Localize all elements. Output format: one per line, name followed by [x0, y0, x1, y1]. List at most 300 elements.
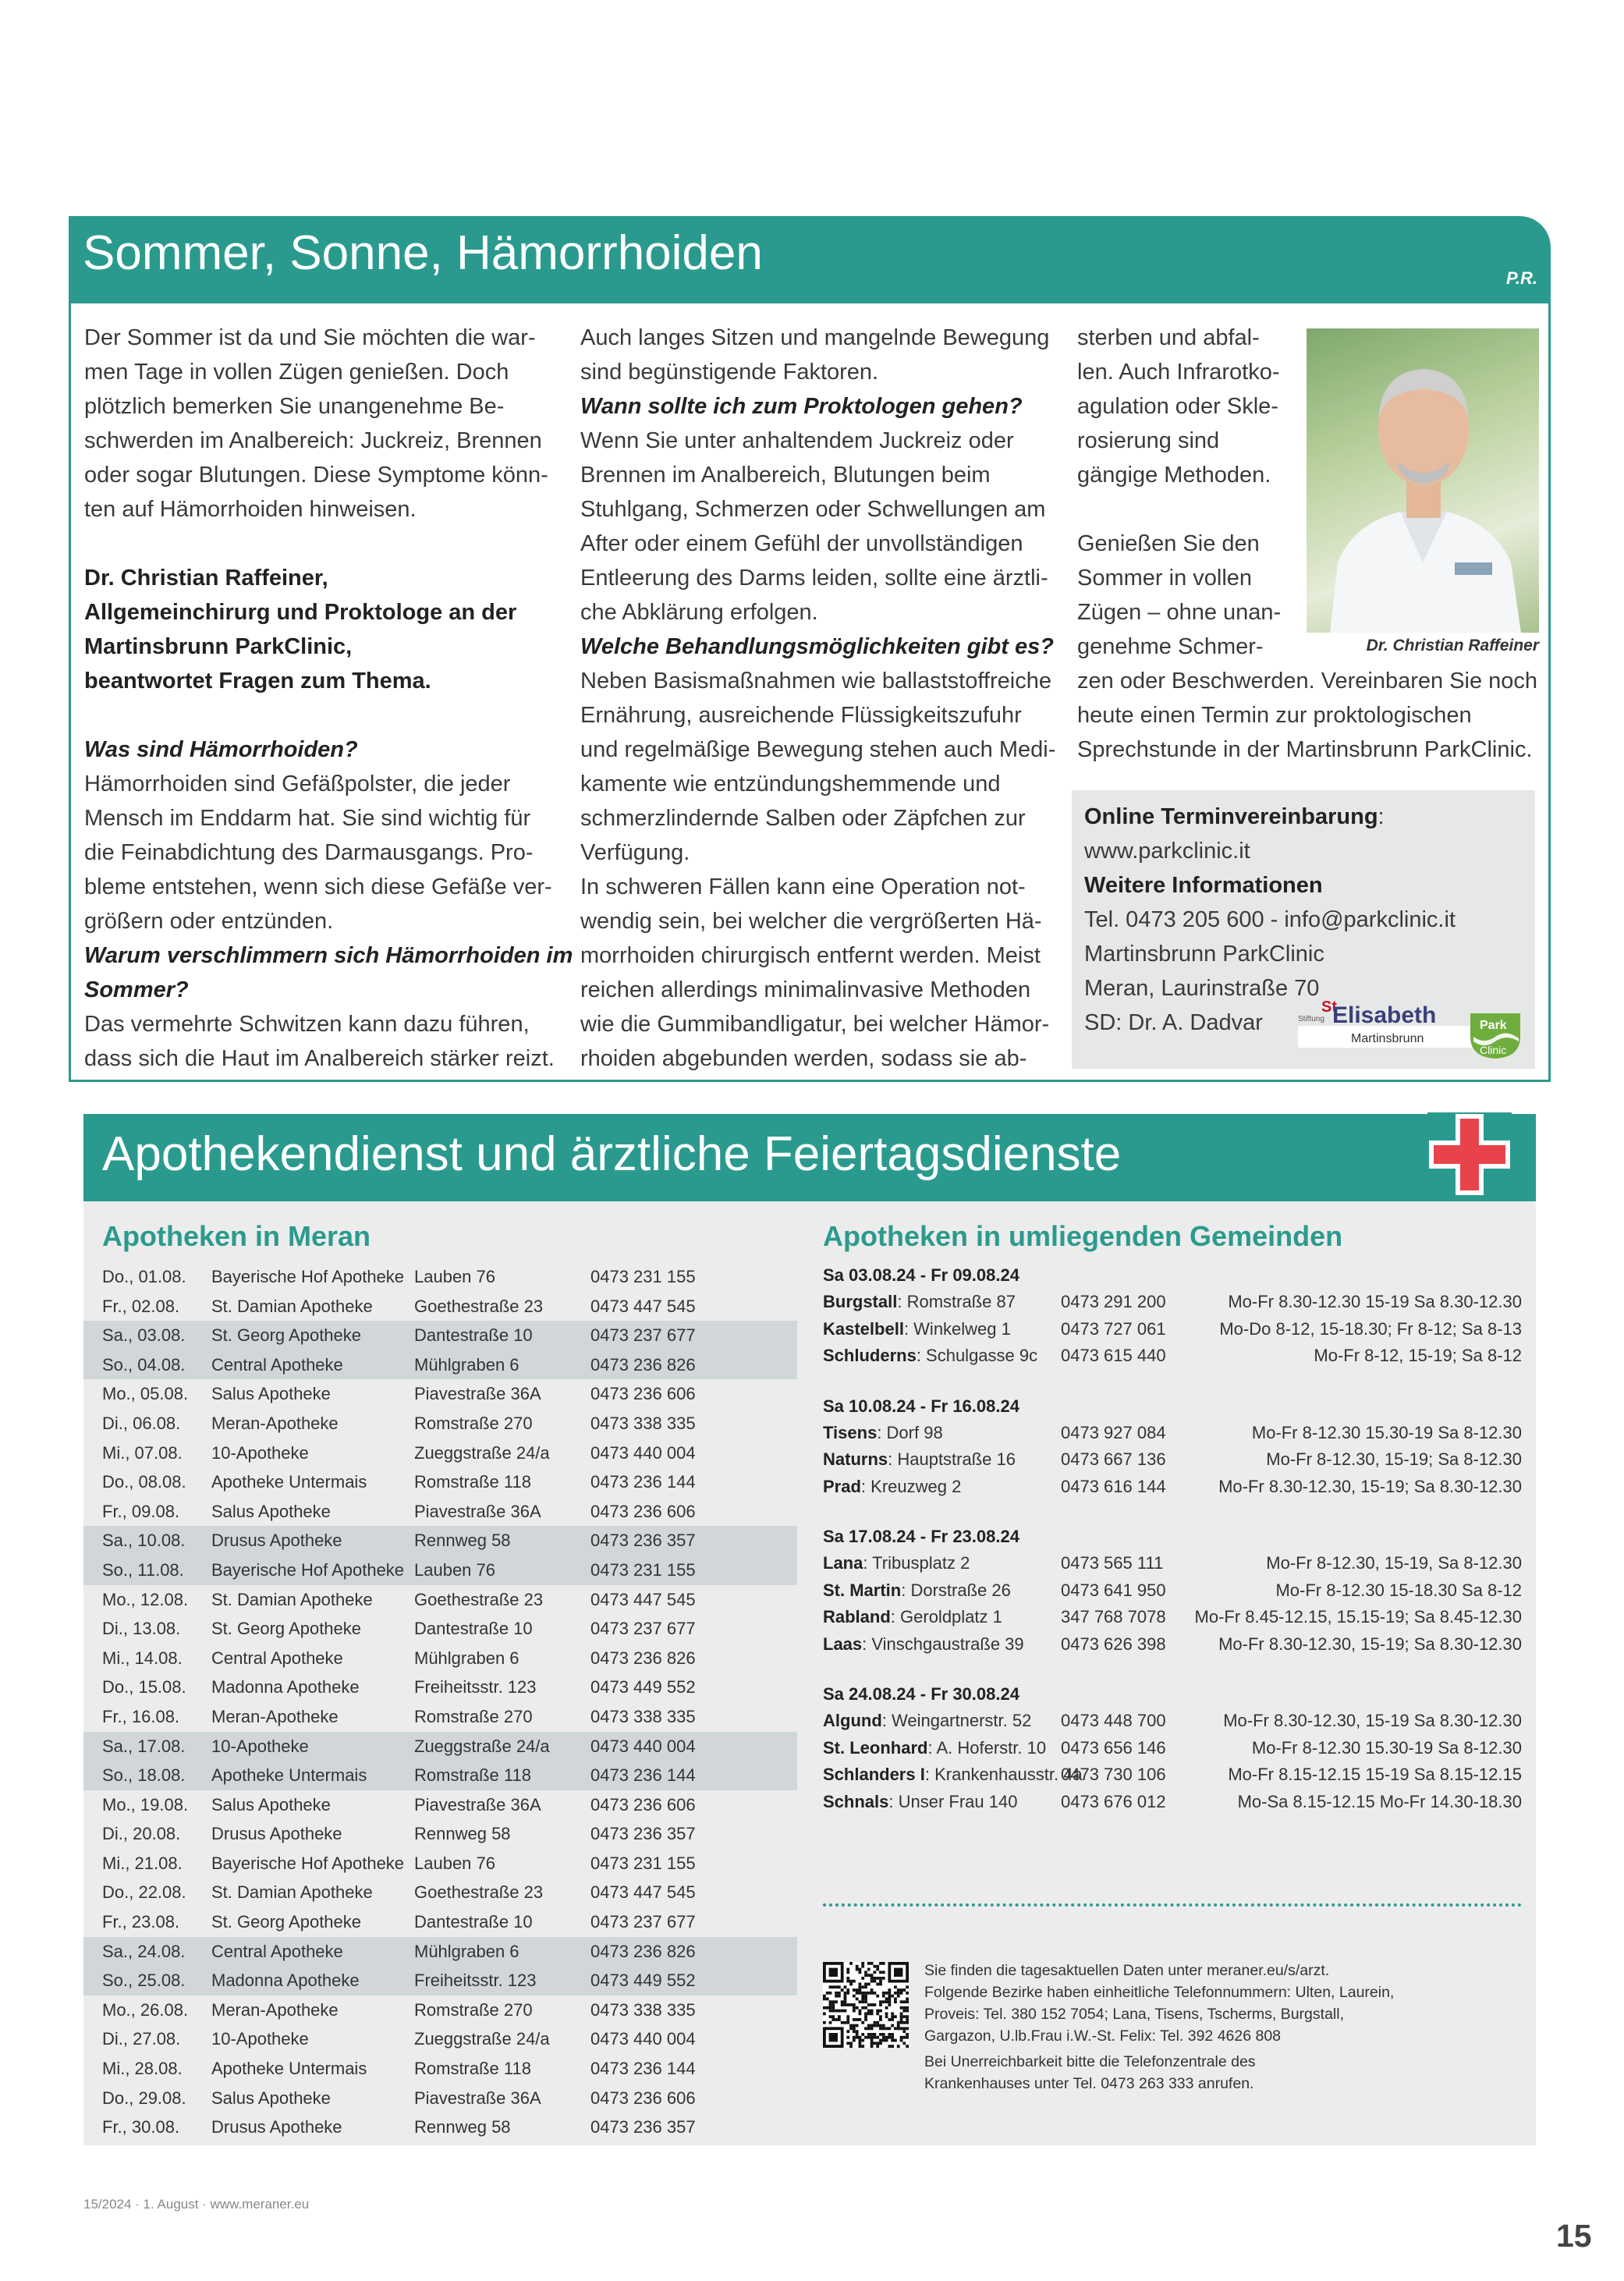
opening-hours: Mo-Fr 8-12.30, 15-19; Sa 8-12.30: [1266, 1449, 1522, 1469]
town-address: St. Martin: Dorstraße 26: [823, 1580, 1011, 1600]
dotted-divider: [823, 1903, 1522, 1907]
town-address: Burgstall: Romstraße 87: [823, 1292, 1016, 1311]
svg-text:Stiftung: Stiftung: [1298, 1015, 1324, 1023]
pharmacy-cell: Drusus Apotheke: [211, 1824, 342, 1844]
text-line: zen oder Beschwerden. Vereinbaren Sie noch: [1077, 669, 1538, 694]
online-booking-label: Online Terminvereinbarung: [1084, 804, 1378, 829]
pharmacy-cell: St. Damian Apotheke: [211, 1296, 373, 1316]
address-cell: Dantestraße 10: [414, 1325, 533, 1346]
address-cell: Piavestraße 36A: [414, 2088, 541, 2108]
pharmacy-cell: Apotheke Untermais: [211, 1765, 367, 1786]
date-cell: Mi., 28.08.: [102, 2059, 183, 2079]
pharmacy-cell: Meran-Apotheke: [211, 1999, 339, 2020]
text-line: schmerzlindernde Salben oder Zäpfchen zur: [580, 806, 1026, 831]
pharmacy-cell: Apotheke Untermais: [211, 2059, 367, 2079]
text-line: Dr. Christian Raffeiner,: [84, 566, 328, 591]
list-item: [823, 1604, 1522, 1631]
parkclinic-logo: [1466, 1010, 1523, 1060]
text-line: Hämorrhoiden sind Gefäßpolster, die jeder: [84, 772, 511, 796]
opening-hours: Mo-Fr 8.30-12.30, 15-19 Sa 8.30-12.30: [1223, 1711, 1522, 1730]
phone-cell: 0473 236 144: [590, 1472, 696, 1492]
text-line: che Abklärung erfolgen.: [580, 600, 818, 625]
town-address: Prad: Kreuzweg 2: [823, 1476, 962, 1496]
svg-text:Clinic: Clinic: [1480, 1044, 1507, 1056]
text-line: schwerden im Analbereich: Juckreiz, Brennen: [84, 428, 542, 453]
address-cell: Zueggstraße 24/a: [414, 2029, 550, 2049]
phone-cell: 0473 447 545: [590, 1296, 696, 1316]
text-line: größern oder entzünden.: [84, 909, 334, 934]
table-row: [83, 1556, 797, 1585]
text-line: [1077, 492, 1281, 527]
phone-cell: 0473 237 677: [590, 1912, 696, 1932]
opening-hours: Mo-Fr 8.15-12.15 15-19 Sa 8.15-12.15: [1228, 1765, 1522, 1784]
opening-hours: Mo-Fr 8-12.30 15.30-19 Sa 8-12.30: [1251, 1737, 1522, 1758]
table-row: [83, 1467, 797, 1497]
services-body: [83, 1201, 1536, 2145]
pharmacy-cell: Salus Apotheke: [211, 1501, 331, 1521]
address-cell: Rennweg 58: [414, 1531, 511, 1551]
opening-hours: Mo-Fr 8.30-12.30, 15-19; Sa 8.30-12.30: [1218, 1476, 1522, 1496]
phone-cell: 0473 236 357: [590, 1531, 696, 1551]
address-cell: Piavestraße 36A: [414, 1384, 541, 1404]
list-item: [823, 1316, 1522, 1343]
text-line: [84, 698, 573, 733]
town-phone: 0473 291 200: [1061, 1292, 1166, 1311]
address-cell: Romstraße 270: [414, 1706, 533, 1726]
contact-infobox: Online Terminvereinbarung: www.parkclinic.it Weitere Informationen Tel. 0473 205 600 - info@parkclinic.it Martinsbrunn ParkClinic Meran, Laurinstraße 70 SD: Dr. A. Dadvar St Stiftung Elisabeth Martinsbrunn Park Clinic: [1072, 790, 1535, 1069]
pharmacy-cell: Drusus Apotheke: [211, 2117, 342, 2137]
week-range: Sa 24.08.24 - Fr 30.08.24: [823, 1684, 1019, 1704]
pharmacy-cell: Drusus Apotheke: [211, 1531, 342, 1551]
date-cell: So., 11.08.: [102, 1559, 184, 1580]
article-column-3-continued: [1077, 664, 1537, 767]
date-cell: Fr., 02.08.: [102, 1296, 180, 1316]
text-line: Verfügung.: [580, 840, 690, 865]
town-phone: 0473 927 084: [1061, 1422, 1166, 1442]
table-row: [83, 1438, 797, 1468]
article-title: Sommer, Sonne, Hämorrhoiden: [83, 226, 763, 280]
opening-hours: Mo-Do 8-12, 15-18.30; Fr 8-12; Sa 8-13: [1219, 1318, 1522, 1339]
opening-hours: Mo-Fr 8.30-12.30 15-19 Sa 8.30-12.30: [1228, 1292, 1522, 1311]
text-line: Warum verschlimmern sich Hämorrhoiden im: [84, 943, 573, 968]
date-cell: Fr., 09.08.: [102, 1501, 180, 1521]
list-item: [823, 1420, 1522, 1447]
address-cell: Romstraße 270: [414, 1413, 533, 1433]
pharmacy-cell: St. Damian Apotheke: [211, 1589, 373, 1609]
date-cell: Do., 01.08.: [102, 1267, 186, 1286]
more-info-label: Weitere Informationen: [1084, 873, 1323, 898]
table-row: [83, 1644, 797, 1673]
text-line: beantwortet Fragen zum Thema.: [84, 669, 431, 694]
address-cell: Romstraße 270: [414, 1999, 533, 2020]
phone-cell: 0473 236 144: [590, 2059, 696, 2079]
opening-hours: Mo-Fr 8-12.30, 15-19, Sa 8-12.30: [1266, 1553, 1522, 1573]
list-item: [823, 1708, 1522, 1735]
phone-cell: 0473 231 155: [590, 1267, 696, 1286]
town-address: Naturns: Hauptstraße 16: [823, 1449, 1016, 1469]
pharmacy-cell: Salus Apotheke: [211, 1384, 331, 1404]
date-cell: Di., 20.08.: [102, 1824, 181, 1844]
table-row: [83, 1702, 797, 1732]
date-cell: Mo., 19.08.: [102, 1794, 189, 1815]
text-line: und regelmäßige Bewegung stehen auch Medi-: [580, 737, 1056, 762]
address-cell: Freiheitsstr. 123: [414, 1971, 537, 1991]
list-item: [823, 1761, 1522, 1789]
service-note: Sie finden die tagesaktuellen Daten unter meraner.eu/s/arzt. Folgende Bezirke haben einheitliche Telefonnummern: Ulten, Laurein, Proveis: Tel. 380 152 7054; Lana, Tisens, Tscherms, Burgstall, Gargazon, U.lb.Frau i.W.-St. Felix: Tel. 392 4626 808 Bei Unerreichbarkeit bitte die Telefonzentrale des Krankenhauses unter Tel. 0473 263 333 anrufen.: [924, 1962, 1395, 2092]
article-column-3: [1077, 321, 1281, 664]
list-item: [823, 1550, 1522, 1577]
table-row: [83, 1350, 797, 1380]
article-column-2: [580, 321, 1055, 1076]
town-pharmacy-groups: [823, 1262, 1522, 1839]
text-line: morrhoiden chirurgisch entfernt werden. Meist: [580, 943, 1041, 968]
date-cell: So., 18.08.: [102, 1765, 186, 1786]
town-phone: 0473 667 136: [1061, 1449, 1166, 1469]
text-line: kamente wie entzündungshemmende und: [580, 772, 1001, 796]
clinic-address: Meran, Laurinstraße 70: [1084, 976, 1320, 1001]
phone-cell: 0473 236 144: [590, 1765, 696, 1786]
town-address: Rabland: Geroldplatz 1: [823, 1607, 1002, 1626]
opening-hours: Mo-Fr 8-12.30 15-18.30 Sa 8-12: [1275, 1580, 1522, 1600]
list-item: [823, 1631, 1522, 1658]
text-line: dass sich die Haut im Analbereich stärker reizt.: [84, 1046, 555, 1071]
text-line: Sommer?: [84, 977, 189, 1002]
phone-cell: 0473 236 826: [590, 1354, 696, 1375]
date-cell: Sa., 24.08.: [102, 1941, 186, 1961]
phone-cell: 0473 236 606: [590, 1384, 696, 1404]
town-pharmacies-title: Apotheken in umliegenden Gemeinden: [823, 1220, 1343, 1252]
table-row: [83, 1585, 797, 1615]
address-cell: Mühlgraben 6: [414, 1354, 519, 1375]
town-address: Kastelbell: Winkelweg 1: [823, 1318, 1011, 1339]
text-line: After oder einem Gefühl der unvollständigen: [580, 531, 1023, 556]
town-address: Tisens: Dorf 98: [823, 1422, 943, 1442]
address-cell: Rennweg 58: [414, 1824, 511, 1844]
table-row: [83, 1849, 797, 1878]
date-cell: So., 04.08.: [102, 1354, 186, 1375]
phone-cell: 0473 236 826: [590, 1941, 696, 1961]
address-cell: Zueggstraße 24/a: [414, 1442, 550, 1463]
table-row: [83, 1790, 797, 1820]
address-cell: Mühlgraben 6: [414, 1941, 519, 1961]
text-line: Entleerung des Darms leiden, sollte eine ärztli-: [580, 566, 1048, 591]
list-item: [823, 1789, 1522, 1816]
text-line: sterben und abfal-: [1077, 325, 1260, 350]
address-cell: Goethestraße 23: [414, 1296, 544, 1316]
phone-cell: 0473 440 004: [590, 1442, 696, 1463]
phone-cell: 0473 449 552: [590, 1677, 696, 1697]
address-cell: Goethestraße 23: [414, 1882, 544, 1903]
medical-cross-icon: [1427, 1112, 1512, 1197]
pharmacy-cell: St. Damian Apotheke: [211, 1882, 373, 1903]
phone-cell: 0473 338 335: [590, 1413, 696, 1433]
article-header: [69, 216, 1551, 303]
phone-cell: 0473 236 606: [590, 1501, 696, 1521]
address-cell: Zueggstraße 24/a: [414, 1736, 550, 1756]
text-line: sind begünstigende Faktoren.: [580, 360, 879, 385]
opening-hours: Mo-Fr 8.30-12.30, 15-19; Sa 8.30-12.30: [1218, 1634, 1522, 1654]
text-line: wie die Gummibandligatur, bei welcher Hämor-: [580, 1012, 1050, 1037]
text-line: Allgemeinchirurg und Proktologe an der: [84, 600, 517, 625]
qr-code[interactable]: [823, 1962, 909, 2048]
phone-cell: 0473 440 004: [590, 2029, 696, 2049]
date-cell: Do., 15.08.: [102, 1677, 186, 1697]
services-title: Apothekendienst und ärztliche Feiertagsdienste: [102, 1127, 1122, 1181]
address-cell: Freiheitsstr. 123: [414, 1677, 537, 1697]
list-item: [823, 1446, 1522, 1474]
week-group: [823, 1393, 1522, 1501]
week-group: [823, 1524, 1522, 1658]
date-cell: Di., 06.08.: [102, 1413, 181, 1433]
table-row: [83, 1995, 797, 2025]
sanitary-director: SD: Dr. A. Dadvar: [1084, 1010, 1263, 1035]
town-phone: 0473 565 111: [1061, 1553, 1164, 1573]
text-line: Brennen im Analbereich, Blutungen beim: [580, 463, 991, 488]
list-item: [823, 1735, 1522, 1762]
town-address: Schlanders I: Krankenhausstr. 4a: [823, 1765, 1083, 1784]
text-line: Wenn Sie unter anhaltendem Juckreiz oder: [580, 428, 1014, 453]
town-address: Laas: Vinschgaustraße 39: [823, 1634, 1024, 1654]
svg-text:Martinsbrunn: Martinsbrunn: [1351, 1032, 1424, 1045]
meran-pharmacies-title: Apotheken in Meran: [102, 1220, 371, 1252]
text-line: Das vermehrte Schwitzen kann dazu führen,: [84, 1012, 530, 1037]
services-header: [83, 1114, 1536, 1201]
address-cell: Piavestraße 36A: [414, 1794, 541, 1815]
text-line: Neben Basismaßnahmen wie ballaststoffreiche: [580, 669, 1051, 694]
pharmacy-cell: St. Georg Apotheke: [211, 1912, 362, 1932]
pharmacy-cell: Salus Apotheke: [211, 2088, 331, 2108]
week-group: [823, 1681, 1522, 1815]
clinic-name: Martinsbrunn ParkClinic: [1084, 942, 1324, 967]
town-phone: 347 768 7078: [1061, 1607, 1166, 1626]
town-phone: 0473 727 061: [1061, 1318, 1166, 1339]
pharmacy-cell: Meran-Apotheke: [211, 1706, 339, 1726]
text-line: Auch langes Sitzen und mangelnde Bewegung: [580, 325, 1050, 350]
text-line: oder sogar Blutungen. Diese Symptome könn-: [84, 463, 548, 488]
list-item: [823, 1474, 1522, 1501]
text-line: heute einen Termin zur proktologischen: [1077, 703, 1472, 728]
town-address: Schnals: Unser Frau 140: [823, 1791, 1018, 1811]
text-line: Was sind Hämorrhoiden?: [84, 737, 358, 762]
pharmacy-cell: St. Georg Apotheke: [211, 1325, 362, 1346]
date-cell: Fr., 30.08.: [102, 2117, 180, 2137]
week-range: Sa 03.08.24 - Fr 09.08.24: [823, 1265, 1019, 1285]
photo-caption: Dr. Christian Raffeiner: [1366, 637, 1539, 655]
table-row: [83, 1907, 797, 1937]
address-cell: Lauben 76: [414, 1559, 495, 1580]
phone-cell: 0473 236 357: [590, 1824, 696, 1844]
town-phone: 0473 656 146: [1061, 1737, 1166, 1758]
table-row: [83, 1614, 797, 1644]
date-cell: Mi., 07.08.: [102, 1442, 183, 1463]
date-cell: So., 25.08.: [102, 1971, 186, 1991]
text-line: Sommer in vollen: [1077, 566, 1253, 591]
week-range: Sa 10.08.24 - Fr 16.08.24: [823, 1396, 1019, 1416]
text-line: agulation oder Skle-: [1077, 394, 1278, 419]
issue-footer: 15/2024 · 1. August · www.meraner.eu: [83, 2197, 310, 2212]
town-address: St. Leonhard: A. Hoferstr. 10: [823, 1737, 1047, 1758]
phone-cell: 0473 447 545: [590, 1882, 696, 1903]
date-cell: Mo., 05.08.: [102, 1384, 189, 1404]
text-line: Mensch im Enddarm hat. Sie sind wichtig für: [84, 806, 531, 831]
date-cell: Fr., 16.08.: [102, 1706, 180, 1726]
text-line: gängige Methoden.: [1077, 463, 1271, 488]
table-row: [83, 1673, 797, 1702]
article-column-1: [84, 321, 573, 1076]
address-cell: Dantestraße 10: [414, 1619, 533, 1639]
phone-cell: 0473 447 545: [590, 1589, 696, 1609]
phone-cell: 0473 449 552: [590, 1971, 696, 1991]
text-line: reichen allerdings minimalinvasive Methoden: [580, 977, 1031, 1002]
town-phone: 0473 676 012: [1061, 1791, 1166, 1811]
phone-cell: 0473 231 155: [590, 1853, 696, 1873]
text-line: Der Sommer ist da und Sie möchten die war-: [84, 325, 536, 350]
pr-tag: P.R.: [1506, 268, 1537, 288]
text-line: wendig sein, bei welcher die vergrößerten Hä-: [580, 909, 1042, 934]
date-cell: Mi., 14.08.: [102, 1648, 183, 1668]
address-cell: Romstraße 118: [414, 1472, 531, 1492]
date-cell: Fr., 23.08.: [102, 1912, 180, 1932]
town-phone: 0473 448 700: [1061, 1711, 1166, 1730]
text-line: plötzlich bemerken Sie unangenehme Be-: [84, 394, 505, 419]
text-line: len. Auch Infrarotko-: [1077, 360, 1280, 385]
town-address: Lana: Tribusplatz 2: [823, 1553, 970, 1573]
address-cell: Rennweg 58: [414, 2117, 511, 2137]
phone-cell: 0473 231 155: [590, 1559, 696, 1580]
table-row: [83, 2112, 797, 2142]
week-range: Sa 17.08.24 - Fr 23.08.24: [823, 1527, 1019, 1546]
phone-cell: 0473 237 677: [590, 1325, 696, 1346]
text-line: men Tage in vollen Zügen genießen. Doch: [84, 360, 509, 385]
table-row: [83, 1497, 797, 1527]
stiftung-elisabeth-logo: [1298, 999, 1493, 1048]
date-cell: Do., 08.08.: [102, 1472, 186, 1492]
phone-cell: 0473 338 335: [590, 1706, 696, 1726]
svg-text:Park: Park: [1480, 1019, 1507, 1032]
text-line: die Feinabdichtung des Darmausgangs. Pro-: [84, 840, 534, 865]
article-body: [69, 268, 1551, 1082]
phone-cell: 0473 236 357: [590, 2117, 696, 2137]
table-row: [83, 2054, 797, 2084]
pharmacy-cell: Madonna Apotheke: [211, 1677, 360, 1697]
town-phone: 0473 641 950: [1061, 1580, 1166, 1600]
town-phone: 0473 730 106: [1061, 1765, 1166, 1784]
opening-hours: Mo-Sa 8.15-12.15 Mo-Fr 14.30-18.30: [1237, 1791, 1522, 1811]
town-phone: 0473 626 398: [1061, 1634, 1166, 1654]
table-row: [83, 2024, 797, 2054]
address-cell: Romstraße 118: [414, 1765, 531, 1786]
table-row: [83, 1526, 797, 1556]
date-cell: Di., 27.08.: [102, 2029, 181, 2049]
address-cell: Dantestraße 10: [414, 1912, 533, 1932]
table-row: [83, 1321, 797, 1350]
address-cell: Lauben 76: [414, 1267, 495, 1286]
phone-cell: 0473 237 677: [590, 1619, 696, 1639]
pharmacy-cell: Salus Apotheke: [211, 1794, 331, 1815]
phone-cell: 0473 236 606: [590, 1794, 696, 1815]
table-row: [83, 1966, 797, 1995]
opening-hours: Mo-Fr 8.45-12.15, 15.15-19; Sa 8.45-12.30: [1194, 1607, 1522, 1626]
phone-cell: 0473 338 335: [590, 1999, 696, 2020]
pharmacy-cell: 10-Apotheke: [211, 1736, 309, 1756]
pharmacy-cell: Bayerische Hof Apotheke: [211, 1853, 405, 1873]
pharmacy-cell: Bayerische Hof Apotheke: [211, 1267, 405, 1286]
pharmacy-cell: Meran-Apotheke: [211, 1413, 339, 1433]
text-line: Stuhlgang, Schmerzen oder Schwellungen am: [580, 497, 1046, 522]
table-row: [83, 1878, 797, 1907]
text-line: Ernährung, ausreichende Flüssigkeitszufuhr: [580, 703, 1022, 728]
pharmacy-cell: Madonna Apotheke: [211, 1971, 360, 1991]
doctor-photo: [1307, 328, 1539, 633]
date-cell: Mo., 12.08.: [102, 1589, 189, 1609]
table-row: [83, 1409, 797, 1438]
date-cell: Sa., 03.08.: [102, 1325, 186, 1346]
address-cell: Romstraße 118: [414, 2059, 531, 2079]
website-link[interactable]: www.parkclinic.it: [1084, 839, 1250, 864]
contact-line[interactable]: Tel. 0473 205 600 - info@parkclinic.it: [1084, 907, 1456, 932]
text-line: In schweren Fällen kann eine Operation not-: [580, 874, 1026, 899]
opening-hours: Mo-Fr 8-12.30 15.30-19 Sa 8-12.30: [1251, 1422, 1522, 1442]
page-number: 15: [1556, 2218, 1592, 2254]
text-line: Genießen Sie den: [1077, 531, 1260, 556]
address-cell: Lauben 76: [414, 1853, 495, 1873]
text-line: ten auf Hämorrhoiden hinweisen.: [84, 497, 417, 522]
table-row: [83, 1262, 797, 1292]
text-line: rosierung sind: [1077, 428, 1220, 453]
phone-cell: 0473 236 826: [590, 1648, 696, 1668]
date-cell: Do., 22.08.: [102, 1882, 186, 1903]
text-line: Wann sollte ich zum Proktologen gehen?: [580, 394, 1023, 419]
table-row: [83, 1819, 797, 1849]
phone-cell: 0473 236 606: [590, 2088, 696, 2108]
date-cell: Sa., 10.08.: [102, 1531, 186, 1551]
pharmacy-cell: St. Georg Apotheke: [211, 1619, 362, 1639]
address-cell: Goethestraße 23: [414, 1589, 544, 1609]
text-line: bleme entstehen, wenn sich diese Gefäße ver-: [84, 874, 552, 899]
week-group: [823, 1262, 1522, 1370]
town-phone: 0473 615 440: [1061, 1346, 1166, 1365]
table-row: [83, 1732, 797, 1761]
pharmacy-cell: 10-Apotheke: [211, 1442, 309, 1463]
pharmacy-cell: Bayerische Hof Apotheke: [211, 1559, 405, 1580]
pharmacy-cell: 10-Apotheke: [211, 2029, 309, 2049]
pharmacy-cell: Central Apotheke: [211, 1941, 343, 1961]
table-row: [83, 1292, 797, 1321]
text-line: Martinsbrunn ParkClinic,: [84, 634, 353, 659]
pharmacy-cell: Central Apotheke: [211, 1354, 343, 1375]
text-line: Welche Behandlungsmöglichkeiten gibt es?: [580, 634, 1054, 659]
list-item: [823, 1577, 1522, 1605]
town-address: Schluderns: Schulgasse 9c: [823, 1346, 1038, 1365]
date-cell: Mo., 26.08.: [102, 1999, 189, 2020]
date-cell: Di., 13.08.: [102, 1619, 181, 1639]
pharmacy-cell: Central Apotheke: [211, 1648, 343, 1668]
date-cell: Mi., 21.08.: [102, 1853, 183, 1873]
phone-cell: 0473 440 004: [590, 1736, 696, 1756]
text-line: rhoiden abgebunden werden, sodass sie ab-: [580, 1046, 1027, 1071]
pharmacy-cell: Apotheke Untermais: [211, 1472, 367, 1492]
town-address: Algund: Weingartnerstr. 52: [823, 1711, 1032, 1730]
svg-text:Elisabeth: Elisabeth: [1332, 1002, 1437, 1028]
date-cell: Sa., 17.08.: [102, 1736, 186, 1756]
svg-text:St: St: [1321, 999, 1337, 1016]
text-line: Sprechstunde in der Martinsbrunn ParkClinic.: [1077, 737, 1533, 762]
date-cell: Do., 29.08.: [102, 2088, 186, 2108]
table-row: [83, 2084, 797, 2113]
text-line: Zügen – ohne unan-: [1077, 600, 1282, 625]
list-item: [823, 1289, 1522, 1316]
address-cell: Mühlgraben 6: [414, 1648, 519, 1668]
